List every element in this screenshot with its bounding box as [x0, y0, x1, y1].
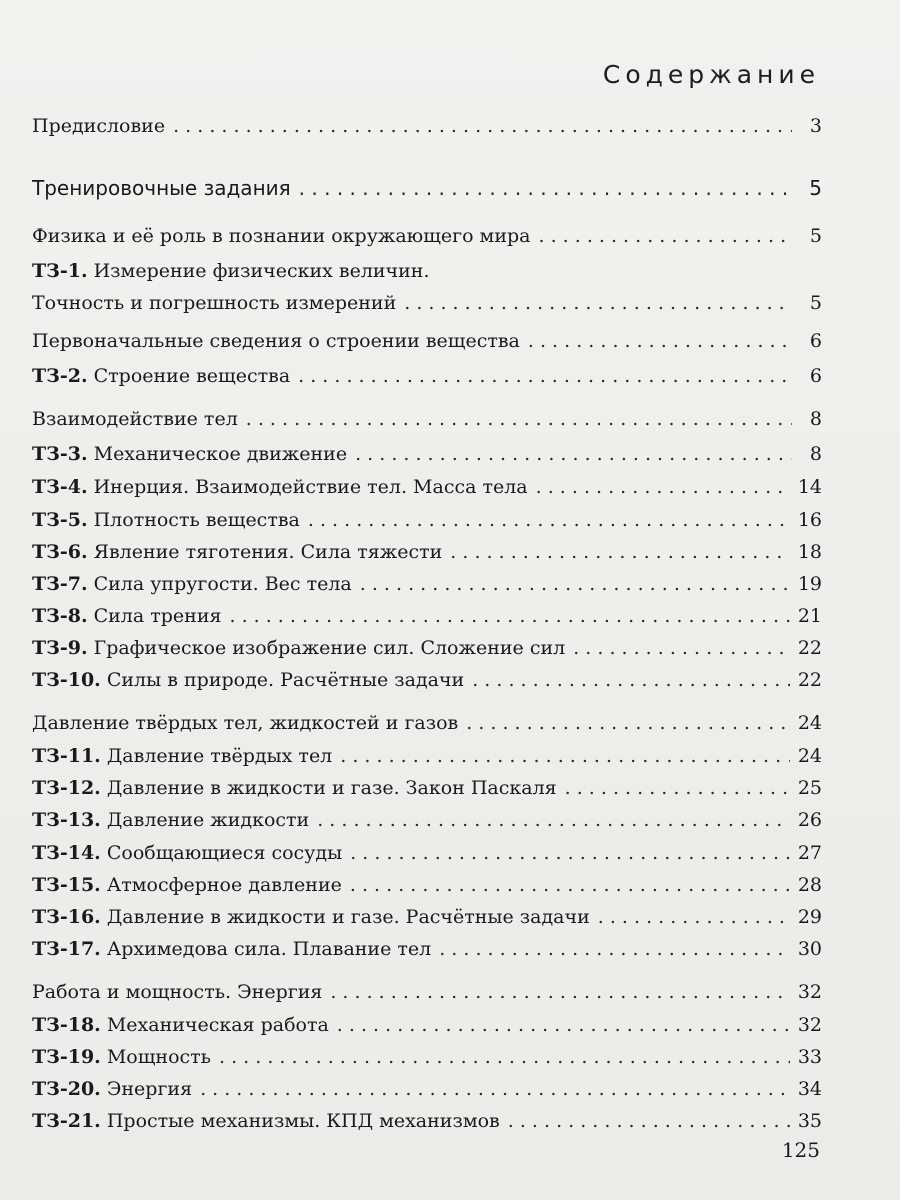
toc-page-number: 3	[809, 115, 822, 137]
dot-leader	[317, 804, 790, 836]
toc-title: Графическое изображение сил. Сложение сил	[93, 637, 566, 659]
toc-label	[32, 568, 352, 600]
toc-entry	[32, 172, 822, 204]
toc-title: Давление твёрдых тел, жидкостей и газов	[32, 712, 459, 734]
toc-label	[32, 471, 528, 503]
toc-task-code: ТЗ-14.	[32, 842, 101, 864]
toc-page-number: 5	[809, 176, 822, 200]
toc-label	[32, 403, 238, 435]
toc-entry	[32, 1041, 822, 1073]
toc-task-code: ТЗ-8.	[32, 605, 88, 627]
toc-entry	[32, 804, 822, 836]
toc-task-code: ТЗ-21.	[32, 1110, 101, 1132]
toc-title: Давление жидкости	[106, 809, 310, 831]
dot-leader	[340, 740, 790, 772]
toc-page-number: 22	[797, 669, 822, 691]
toc-entry	[32, 901, 822, 933]
dot-leader	[355, 438, 792, 470]
toc-title: Давление в жидкости и газе. Закон Паскаля	[106, 777, 557, 799]
page-number: 125	[781, 1138, 820, 1162]
toc-entry	[32, 1009, 822, 1041]
dot-leader	[539, 220, 793, 252]
toc-page-number: 32	[797, 1014, 822, 1036]
toc-title: Предисловие	[32, 115, 166, 137]
toc-label	[32, 600, 221, 632]
toc-label	[32, 504, 300, 536]
toc-label	[32, 976, 322, 1008]
toc-task-code: ТЗ-12.	[32, 777, 101, 799]
toc-title: Тренировочные задания	[32, 176, 291, 200]
toc-page-number: 34	[797, 1078, 822, 1100]
toc-title: Атмосферное давление	[106, 874, 342, 896]
toc-page-number: 6	[809, 330, 822, 352]
toc-entry	[32, 220, 822, 252]
toc-entry	[32, 403, 822, 435]
toc-page-number: 5	[809, 225, 822, 247]
toc-label	[32, 360, 290, 392]
toc-title: Давление в жидкости и газе. Расчётные задачи	[106, 906, 590, 928]
toc-label	[32, 837, 342, 869]
toc-page-number: 28	[797, 874, 822, 896]
toc-label	[32, 707, 458, 739]
toc-entry	[32, 438, 822, 470]
dot-leader	[536, 471, 790, 503]
toc-title: Строение вещества	[93, 365, 291, 387]
toc-task-code: ТЗ-11.	[32, 745, 101, 767]
toc-entry	[32, 325, 822, 357]
toc-title: Плотность вещества	[93, 509, 300, 531]
toc-title-continued: Точность и погрешность измерений	[32, 292, 397, 314]
toc-task-code: ТЗ-9.	[32, 637, 88, 659]
toc-label	[32, 740, 332, 772]
dot-leader	[508, 1105, 790, 1137]
toc-title: Сила упругости. Вес тела	[93, 573, 352, 595]
dot-leader	[528, 325, 792, 357]
toc-entry-first-line	[32, 255, 822, 287]
toc-task-code: ТЗ-18.	[32, 1014, 101, 1036]
toc-task-code: ТЗ-10.	[32, 669, 101, 691]
toc-title: Инерция. Взаимодействие тел. Масса тела	[93, 476, 528, 498]
toc-label	[32, 1041, 211, 1073]
dot-leader	[598, 901, 790, 933]
toc-page-number: 30	[797, 938, 822, 960]
toc-title: Взаимодействие тел	[32, 408, 238, 430]
toc-task-code: ТЗ-4.	[32, 476, 88, 498]
toc-entry	[32, 471, 822, 503]
toc-title: Первоначальные сведения о строении вещества	[32, 330, 520, 352]
toc-title: Измерение физических величин.	[93, 260, 430, 282]
toc-page-number: 32	[797, 981, 822, 1003]
toc-entry	[32, 600, 822, 632]
toc-entry	[32, 869, 822, 901]
dot-leader	[173, 110, 792, 142]
toc-label	[32, 772, 557, 804]
dot-leader	[565, 772, 790, 804]
toc-label	[32, 664, 464, 696]
toc-page-number: 19	[797, 573, 822, 595]
toc-label	[32, 1105, 500, 1137]
dot-leader	[350, 837, 790, 869]
toc-title: Сила трения	[93, 605, 222, 627]
toc-page-number: 33	[797, 1046, 822, 1068]
toc-title: Механическая работа	[106, 1014, 329, 1036]
toc-entry	[32, 976, 822, 1008]
toc-title: Физика и её роль в познании окружающего мира	[32, 225, 531, 247]
dot-leader	[472, 664, 790, 696]
dot-leader	[299, 172, 792, 204]
toc-page-number: 14	[797, 476, 822, 498]
toc-label	[32, 1073, 192, 1105]
toc-label	[32, 804, 309, 836]
toc-label	[32, 933, 431, 965]
toc-task-code: ТЗ-17.	[32, 938, 101, 960]
toc-title: Явление тяготения. Сила тяжести	[93, 541, 443, 563]
toc-page-number: 16	[797, 509, 822, 531]
toc-entry	[32, 536, 822, 568]
dot-leader	[337, 1009, 790, 1041]
toc-label	[32, 869, 342, 901]
toc-title: Работа и мощность. Энергия	[32, 981, 323, 1003]
toc-task-code: ТЗ-20.	[32, 1078, 101, 1100]
toc-label	[32, 438, 347, 470]
toc-page-number: 21	[797, 605, 822, 627]
toc-entry	[32, 1073, 822, 1105]
dot-leader	[439, 933, 790, 965]
dot-leader	[450, 536, 790, 568]
toc-task-code: ТЗ-3.	[32, 443, 88, 465]
toc-entry	[32, 504, 822, 536]
toc-page-number: 8	[809, 408, 822, 430]
toc-label	[32, 110, 165, 142]
toc-label	[32, 325, 520, 357]
toc-title: Сообщающиеся сосуды	[106, 842, 343, 864]
dot-leader	[404, 287, 792, 319]
dot-leader	[350, 869, 790, 901]
dot-leader	[246, 403, 792, 435]
toc-label	[32, 220, 531, 252]
dot-leader	[308, 504, 790, 536]
toc-page-number: 24	[797, 712, 822, 734]
toc-task-code: ТЗ-1.	[32, 260, 88, 282]
toc-entry	[32, 1105, 822, 1137]
toc-task-code: ТЗ-19.	[32, 1046, 101, 1068]
toc-page-number: 24	[797, 745, 822, 767]
dot-leader	[466, 707, 790, 739]
toc-page-number: 25	[797, 777, 822, 799]
toc-page-number: 22	[797, 637, 822, 659]
toc-entry	[32, 632, 822, 664]
toc-title: Силы в природе. Расчётные задачи	[106, 669, 465, 691]
toc-task-code: ТЗ-7.	[32, 573, 88, 595]
dot-leader	[229, 600, 789, 632]
toc-label	[32, 901, 590, 933]
dot-leader	[330, 976, 789, 1008]
toc-label	[32, 632, 565, 664]
toc-task-code: ТЗ-15.	[32, 874, 101, 896]
toc-page-number: 29	[797, 906, 822, 928]
toc-entry	[32, 837, 822, 869]
toc-title: Простые механизмы. КПД механизмов	[106, 1110, 500, 1132]
toc-task-code: ТЗ-6.	[32, 541, 88, 563]
toc-task-code: ТЗ-13.	[32, 809, 101, 831]
toc-entry	[32, 110, 822, 142]
toc-entry	[32, 772, 822, 804]
dot-leader	[219, 1041, 790, 1073]
toc-title: Архимедова сила. Плавание тел	[106, 938, 432, 960]
toc-entry	[32, 255, 822, 319]
dot-leader	[200, 1073, 790, 1105]
toc-title: Мощность	[106, 1046, 212, 1068]
toc-title: Энергия	[106, 1078, 193, 1100]
toc-entry	[32, 568, 822, 600]
toc-entry	[32, 664, 822, 696]
toc-page-number: 5	[809, 292, 822, 314]
toc-page-number: 8	[809, 443, 822, 465]
toc-entry	[32, 933, 822, 965]
page-title: Содержание	[602, 60, 820, 89]
toc-entry	[32, 740, 822, 772]
toc-title: Давление твёрдых тел	[106, 745, 333, 767]
toc-title: Механическое движение	[93, 443, 348, 465]
toc-entry	[32, 360, 822, 392]
toc-entry	[32, 707, 822, 739]
toc-page-number: 35	[797, 1110, 822, 1132]
dot-leader	[360, 568, 790, 600]
toc-task-code: ТЗ-2.	[32, 365, 88, 387]
toc-page-number: 18	[797, 541, 822, 563]
toc-task-code: ТЗ-5.	[32, 509, 88, 531]
toc-label	[32, 536, 442, 568]
toc-label	[32, 172, 291, 204]
toc-task-code: ТЗ-16.	[32, 906, 101, 928]
toc-page-number: 6	[809, 365, 822, 387]
toc-page-number: 26	[797, 809, 822, 831]
dot-leader	[573, 632, 790, 664]
toc-label	[32, 1009, 329, 1041]
dot-leader	[298, 360, 792, 392]
toc-page-number: 27	[797, 842, 822, 864]
